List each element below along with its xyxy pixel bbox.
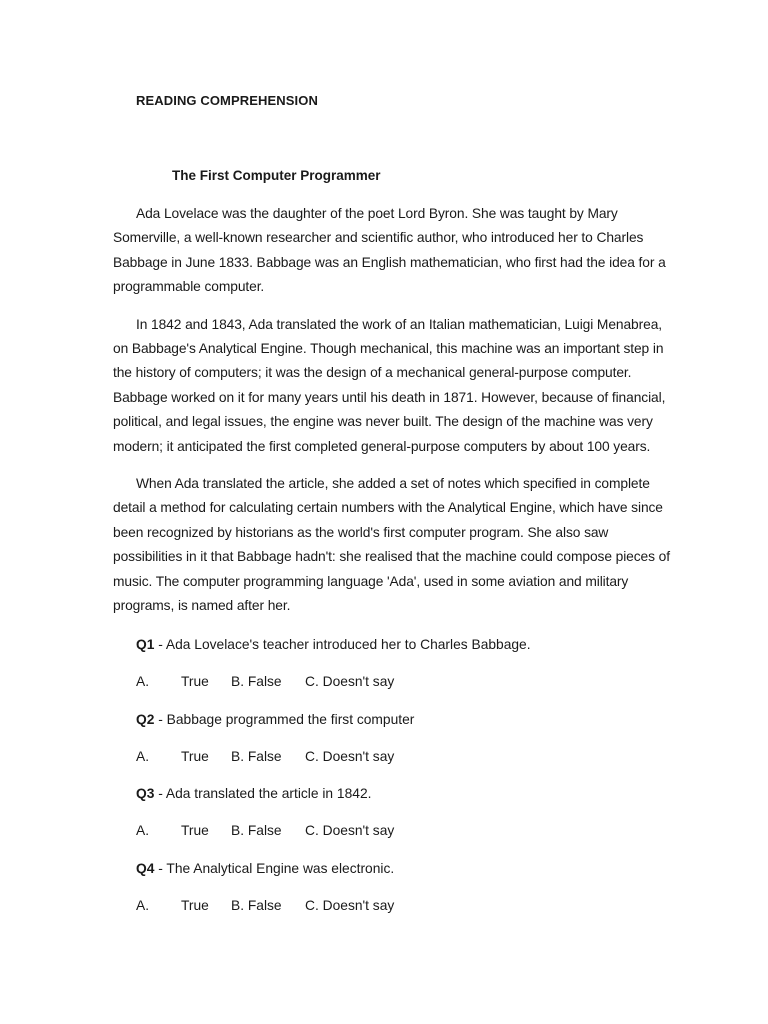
passage-paragraph: Ada Lovelace was the daughter of the poet Lord Byron. She was taught by Mary Somerville, a well-known researcher and scientific author, who introduced her to Charles Babbage in June 1833. Babbage was an English mathematician, who first had the idea for a programmable computer.	[113, 206, 666, 295]
option-true: True	[181, 674, 209, 689]
answer-options	[136, 820, 696, 857]
question-text	[136, 709, 696, 746]
question-number: Q2	[136, 711, 155, 727]
option-letter: A.	[136, 897, 150, 913]
option-false: B. False	[231, 748, 282, 764]
question-text	[136, 783, 696, 820]
answer-options	[136, 671, 696, 708]
question-item	[136, 783, 696, 858]
passage-paragraph: When Ada translated the article, she added a set of notes which specified in complete detail a method for calculating certain numbers with the Analytical Engine, which have since been recognized by historians as the world's first computer program. She also saw possibilities in it that Babbage hadn't: she realised that the machine could compose pieces of music. The computer programming language 'Ada', used in some aviation and military programs, is named after her.	[113, 476, 670, 614]
question-number: Q4	[136, 860, 155, 876]
option-doesnt-say: C. Doesn't say	[305, 823, 395, 838]
reading-passage	[113, 202, 678, 632]
option-letter: A.	[136, 823, 150, 838]
question-list	[136, 634, 696, 932]
passage-paragraph: In 1842 and 1843, Ada translated the work of an Italian mathematician, Luigi Menabrea, on Babbage's Analytical Engine. Though mechanical, this machine was an important step in the history of computers; it was the design of a mechanical general-purpose computer. Babbage worked on it for many years until his death in 1871. However, because of financial, political, and legal issues, the engine was never built. The design of the machine was very modern; it anticipated the first completed general-purpose computers by about 100 years.	[113, 316, 666, 454]
option-false: B. False	[231, 674, 282, 689]
passage-title: The First Computer Programmer	[172, 168, 381, 183]
question-prompt: - Babbage programmed the first computer	[154, 711, 415, 727]
answer-options	[136, 746, 696, 783]
question-number: Q3	[136, 786, 155, 801]
option-false: B. False	[231, 897, 282, 913]
option-true: True	[181, 897, 209, 913]
question-item	[136, 858, 696, 933]
question-text	[136, 634, 696, 671]
question-text	[136, 858, 696, 895]
option-letter: A.	[136, 748, 150, 764]
option-doesnt-say: C. Doesn't say	[305, 674, 395, 689]
question-prompt: - Ada translated the article in 1842.	[154, 786, 372, 801]
question-prompt: - The Analytical Engine was electronic.	[154, 860, 395, 876]
answer-options	[136, 895, 696, 932]
option-doesnt-say: C. Doesn't say	[305, 748, 395, 764]
option-false: B. False	[231, 823, 282, 838]
option-true: True	[181, 748, 209, 764]
question-number: Q1	[136, 637, 155, 652]
option-doesnt-say: C. Doesn't say	[305, 897, 395, 913]
section-heading: READING COMPREHENSION	[136, 93, 318, 108]
question-prompt: - Ada Lovelace's teacher introduced her to Charles Babbage.	[154, 637, 531, 652]
option-true: True	[181, 823, 209, 838]
option-letter: A.	[136, 674, 150, 689]
question-item	[136, 634, 696, 709]
question-item	[136, 709, 696, 784]
